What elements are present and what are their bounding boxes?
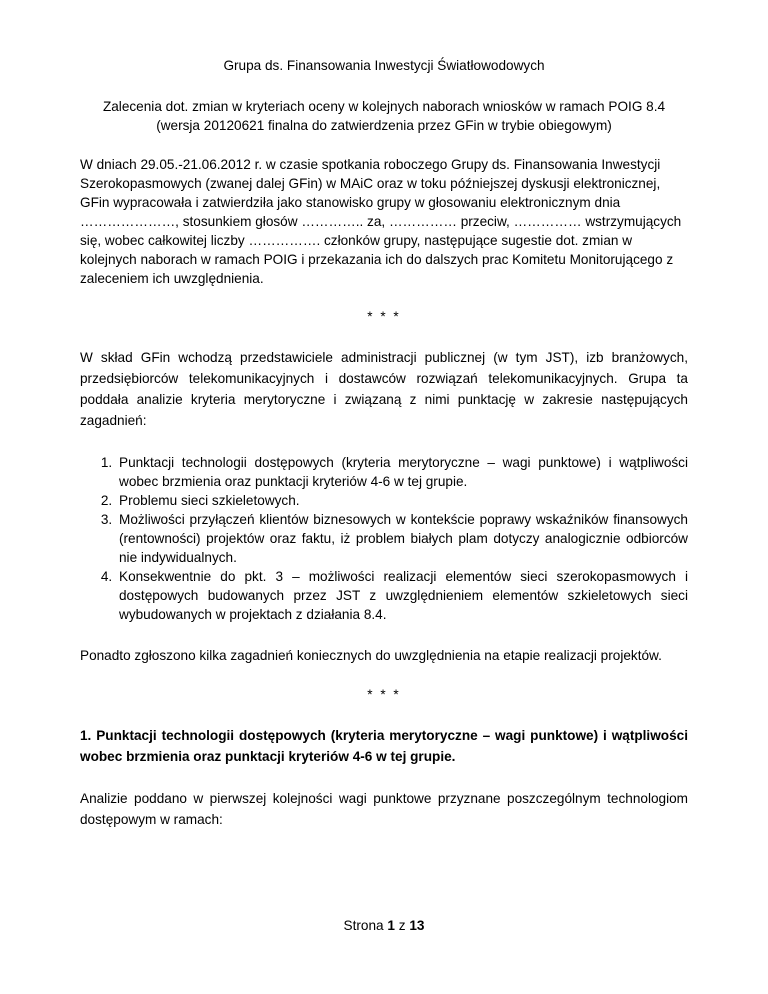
section-paragraph: Analizie poddano w pierwszej kolejności wagi punktowe przyznane poszczególnym technologiom dostępowym w ramach:	[80, 791, 688, 827]
list-item: 1. Punktacji technologii dostępowych (kryteria merytoryczne – wagi punktowe) i wątpliwości wobec brzmienia oraz punktacji kryteriów 4-6 w tej grupie.	[116, 453, 688, 491]
list-item: 4. Konsekwentnie do pkt. 3 – możliwości realizacji elementów sieci szerokopasmowych i dostępowych budowanych przez JST z uwzględnieniem elementów szkieletowych sieci wybudowanych w projektach z działania 8.4.	[116, 567, 688, 624]
title-line-1: Zalecenia dot. zmian w kryteriach oceny w kolejnych naborach wniosków w ramach POIG 8.4	[102, 99, 666, 114]
org-header: Grupa ds. Finansowania Inwestycji Światłowodowych	[223, 58, 545, 73]
footer-page-word: Strona	[343, 918, 384, 933]
page-footer	[0, 918, 768, 933]
list-item: 3. Możliwości przyłączeń klientów biznesowych w kontekście poprawy wskaźników finansowych (rentowności) projektów oraz faktu, iż problem białych plam dotyczy analogicznie odbiorców nie indywidualnych.	[116, 510, 688, 567]
list-item: 2. Problemu sieci szkieletowych.	[116, 491, 688, 510]
section-heading: 1. Punktacji technologii dostępowych (kryteria merytoryczne – wagi punktowe) i wątpliwości wobec brzmienia oraz punktacji kryteriów 4-6 w tej grupie.	[80, 728, 688, 764]
footer-total-pages: 13	[409, 918, 425, 933]
footer-current-page: 1	[387, 918, 395, 933]
issues-list	[80, 453, 688, 624]
intro-paragraph: W dniach 29.05.-21.06.2012 r. w czasie spotkania roboczego Grupy ds. Finansowania Inwestycji Szerokopasmowych (zwanej dalej GFin) w MAiC oraz w toku późniejszej dyskusji elektronicznej, GFin wypracowała i zatwierdziła jako stanowisko grupy w głosowaniu elektronicznym dnia …………………, stosunkiem głosów ………….. za, …………… przeciw, …………… wstrzymujących się, wobec całkowitej liczby ……………. członków grupy, następujące sugestie dot. zmian w kolejnych naborach w ramach POIG i przekazania ich do dalszych prac Komitetu Monitorującego z zaleceniem ich uwzględnienia.	[80, 157, 682, 286]
document-page	[80, 56, 688, 830]
title-line-2: (wersja 20120621 finalna do zatwierdzenia przez GFin w trybie obiegowym)	[156, 118, 612, 133]
footer-of-word: z	[398, 918, 406, 933]
separator-2: * * *	[367, 687, 401, 702]
also-paragraph: Ponadto zgłoszono kilka zagadnień koniecznych do uwzględnienia na etapie realizacji projektów.	[80, 648, 662, 663]
separator: * * *	[367, 309, 401, 324]
members-paragraph: W skład GFin wchodzą przedstawiciele administracji publicznej (w tym JST), izb branżowych, przedsiębiorców telekomunikacyjnych i dostawców rozwiązań telekomunikacyjnych. Grupa ta poddała analizie kryteria merytoryczne i związaną z nimi punktację w zakresie następujących zagadnień:	[80, 350, 688, 428]
document-title	[80, 97, 688, 135]
